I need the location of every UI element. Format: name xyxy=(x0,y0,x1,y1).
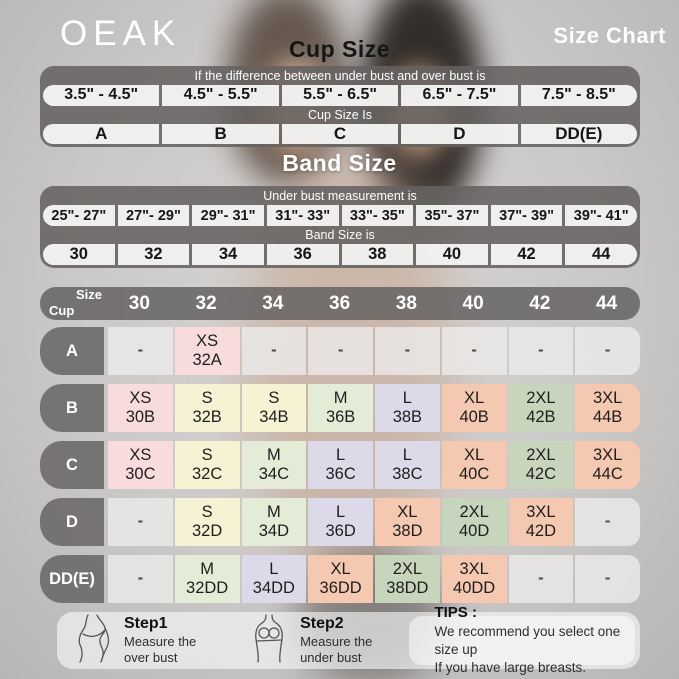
cup-size-panel xyxy=(40,66,640,147)
matrix-row xyxy=(40,327,640,375)
cup-condition-caption: If the difference between under bust and over bust is xyxy=(194,69,486,83)
step1-line2: over bust xyxy=(124,650,178,665)
matrix-corner xyxy=(40,287,106,320)
size-cell: 2XL 38DD xyxy=(375,555,440,603)
cup-row-label: B xyxy=(40,384,104,432)
cup-letter-cell: B xyxy=(162,124,278,145)
band-condition-caption: Under bust measurement is xyxy=(263,189,417,203)
cup-diff-range-cell: 4.5" - 5.5" xyxy=(162,85,278,106)
size-cell: 2XL 42C xyxy=(509,441,574,489)
cup-letter-cell: DD(E) xyxy=(521,124,637,145)
band-number-cell: 30 xyxy=(43,244,115,265)
size-cell: 3XL 40DD xyxy=(442,555,507,603)
size-cell: S 32D xyxy=(175,498,240,546)
cup-row-label: DD(E) xyxy=(40,555,104,603)
cup-letter-cell: A xyxy=(43,124,159,145)
size-cell: - xyxy=(108,327,173,375)
size-cell: L 38B xyxy=(375,384,440,432)
step1-block xyxy=(124,615,223,667)
band-measure-range-row xyxy=(43,205,637,226)
band-column-header: 30 xyxy=(128,292,150,314)
band-measure-range-cell: 25"- 27" xyxy=(43,205,115,226)
measure-over-bust-icon xyxy=(73,613,113,668)
size-cell: - xyxy=(108,555,173,603)
step2-title: Step2 xyxy=(300,614,344,632)
size-cell: M 36B xyxy=(308,384,373,432)
band-size-panel xyxy=(40,186,640,268)
size-cell: XL 40C xyxy=(442,441,507,489)
size-cell: XS 30B xyxy=(108,384,173,432)
size-cell: S 34B xyxy=(242,384,307,432)
step2-block xyxy=(300,615,404,667)
step1-title: Step1 xyxy=(124,614,168,632)
size-cell: - xyxy=(242,327,307,375)
band-measure-range-cell: 35"- 37" xyxy=(416,205,488,226)
footer-bar xyxy=(57,603,640,676)
band-number-cell: 38 xyxy=(342,244,414,265)
band-column-header: 38 xyxy=(395,292,417,314)
band-number-cell: 32 xyxy=(118,244,190,265)
band-number-cell: 44 xyxy=(565,244,637,265)
band-number-cell: 40 xyxy=(416,244,488,265)
cup-result-caption: Cup Size Is xyxy=(308,107,372,122)
band-column-header: 36 xyxy=(329,292,351,314)
size-cell: - xyxy=(575,327,640,375)
band-result-caption: Band Size is xyxy=(305,228,375,242)
size-cell: S 32B xyxy=(175,384,240,432)
cup-size-title: Cup Size xyxy=(288,36,391,62)
matrix-row xyxy=(40,498,640,546)
size-cell: 2XL 42B xyxy=(509,384,574,432)
size-cell: XL 36DD xyxy=(308,555,373,603)
cup-diff-range-row xyxy=(43,85,637,106)
size-cell: - xyxy=(509,555,574,603)
size-cell: M 32DD xyxy=(175,555,240,603)
matrix-header-bar xyxy=(40,287,640,320)
band-measure-range-cell: 33"- 35" xyxy=(342,205,414,226)
size-cell: - xyxy=(308,327,373,375)
size-cell: L 38C xyxy=(375,441,440,489)
size-cell: - xyxy=(375,327,440,375)
tips-title: TIPS : xyxy=(434,603,477,621)
cup-diff-range-cell: 6.5" - 7.5" xyxy=(401,85,517,106)
step2-line1: Measure the xyxy=(300,633,373,649)
size-cell: L 36C xyxy=(308,441,373,489)
band-column-header: 34 xyxy=(262,292,284,314)
band-measure-range-cell: 27"- 29" xyxy=(118,205,190,226)
cup-letter-row xyxy=(43,124,637,145)
cup-row-label: A xyxy=(40,327,104,375)
band-number-cell: 42 xyxy=(491,244,563,265)
size-matrix xyxy=(40,327,640,603)
cup-row-label: D xyxy=(40,498,104,546)
size-cell: 3XL 44B xyxy=(575,384,640,432)
size-cell: XS 30C xyxy=(108,441,173,489)
band-size-title: Band Size xyxy=(282,150,397,176)
size-cell: M 34D xyxy=(242,498,307,546)
size-cell: 3XL 42D xyxy=(509,498,574,546)
size-cell: - xyxy=(442,327,507,375)
band-measure-range-cell: 31"- 33" xyxy=(267,205,339,226)
band-column-header: 40 xyxy=(462,292,484,314)
tips-block xyxy=(434,604,640,678)
size-cell: L 34DD xyxy=(242,555,307,603)
size-cell: L 36D xyxy=(308,498,373,546)
matrix-row xyxy=(40,555,640,603)
size-cell: XL 38D xyxy=(375,498,440,546)
matrix-row xyxy=(40,441,640,489)
size-cell: M 34C xyxy=(242,441,307,489)
corner-cup-label: Cup xyxy=(49,303,75,318)
page-title: Size Chart xyxy=(553,23,666,48)
band-measure-range-cell: 37"- 39" xyxy=(491,205,563,226)
size-cell: - xyxy=(108,498,173,546)
size-cell: - xyxy=(575,555,640,603)
size-cell: - xyxy=(509,327,574,375)
cup-diff-range-cell: 7.5" - 8.5" xyxy=(521,85,637,106)
band-number-cell: 34 xyxy=(192,244,264,265)
tips-line1: We recommend you select one size up xyxy=(434,623,621,657)
band-number-cell: 36 xyxy=(267,244,339,265)
tips-line2: If you have large breasts. xyxy=(434,660,587,676)
size-cell: S 32C xyxy=(175,441,240,489)
cup-row-label: C xyxy=(40,441,104,489)
band-column-header: 44 xyxy=(596,292,618,314)
cup-diff-range-cell: 3.5" - 4.5" xyxy=(43,85,159,106)
cup-diff-range-cell: 5.5" - 6.5" xyxy=(282,85,398,106)
band-measure-range-cell: 39"- 41" xyxy=(565,205,637,226)
step2-line2: under bust xyxy=(300,650,362,665)
size-cell: 3XL 44C xyxy=(575,441,640,489)
size-cell: XL 40B xyxy=(442,384,507,432)
cup-letter-cell: D xyxy=(401,124,517,145)
size-cell: XS 32A xyxy=(175,327,240,375)
measure-under-bust-icon xyxy=(249,613,289,668)
matrix-row xyxy=(40,384,640,432)
step1-line1: Measure the xyxy=(124,633,197,649)
band-column-header: 32 xyxy=(195,292,217,314)
size-cell: - xyxy=(575,498,640,546)
corner-size-label: Size xyxy=(75,287,102,302)
band-measure-range-cell: 29"- 31" xyxy=(192,205,264,226)
cup-letter-cell: C xyxy=(282,124,398,145)
brand-logo: OEAK xyxy=(60,14,182,53)
band-column-header: 42 xyxy=(529,292,551,314)
size-cell: 2XL 40D xyxy=(442,498,507,546)
band-number-row xyxy=(43,244,637,265)
matrix-band-columns xyxy=(106,287,640,320)
